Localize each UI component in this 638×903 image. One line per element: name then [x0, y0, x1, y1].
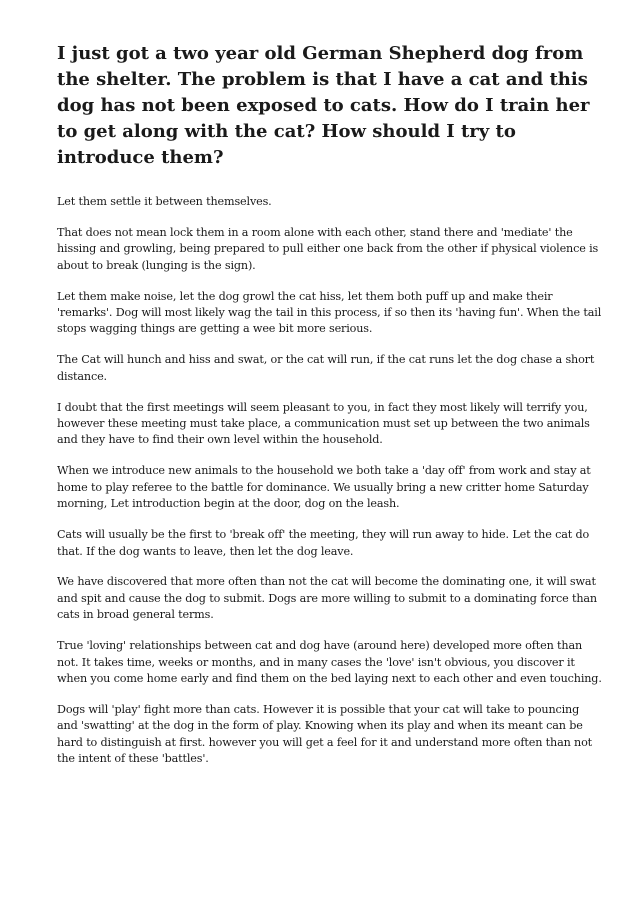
answer-paragraph-7: Cats will usually be the first to 'break off' the meeting, they will run away to hide. Let the cat do that. If the dog wants to leave, then let the dog leave.: [57, 528, 590, 558]
answer-paragraph-2: That does not mean lock them in a room alone with each other, stand there and 'mediate' the hissing and growling, being prepared to pull either one back from the other if physical violence is about to break (lunging is the sign).: [57, 225, 599, 272]
answer-paragraph-3: Let them make noise, let the dog growl the cat hiss, let them both puff up and make their 'remarks'. Dog will most likely wag the tail in this process, if so then its 'having fun'. When the tail stops wagging things are getting a wee bit more serious.: [57, 289, 602, 336]
answer-paragraph-6: When we introduce new animals to the household we both take a 'day off' from work and stay at home to play referee to the battle for dominance. We usually bring a new critter home Saturday morning, Let introduction begin at the door, dog on the leash.: [57, 464, 591, 511]
answer-paragraph-9: True 'loving' relationships between cat and dog have (around here) developed more often than not. It takes time, weeks or months, and in many cases the 'love' isn't obvious, you discover it when you come home early and find them on the bed laying next to each other and even touching.: [57, 639, 602, 685]
question-title: I just got a two year old German Shepherd dog from the shelter. The problem is that I have a cat and this dog has not been exposed to cats. How do I train her to get along with the cat? How should I try to introduce them?: [57, 43, 590, 168]
answer-paragraph-5: I doubt that the first meetings will seem pleasant to you, in fact they most likely will terrify you, however these meeting must take place, a communication must set up between the two animals and they have to find their own level within the household.: [57, 400, 590, 447]
answer-paragraph-4: The Cat will hunch and hiss and swat, or the cat will run, if the cat runs let the dog chase a short distance.: [57, 353, 595, 383]
answer-paragraph-10: Dogs will 'play' fight more than cats. However it is possible that your cat will take to pouncing and 'swatting' at the dog in the form of play. Knowing when its play and when its meant can be hard to distinguish at first. however you will get a feel for it and understand more often than not the intent of these 'battles'.: [57, 702, 593, 766]
document-page: [57, 41, 602, 782]
answer-paragraph-1: Let them settle it between themselves.: [57, 195, 272, 208]
answer-paragraph-8: We have discovered that more often than not the cat will become the dominating one, it will swat and spit and cause the dog to submit. Dogs are more willing to submit to a dominating force than cats in broad general terms.: [57, 575, 597, 622]
